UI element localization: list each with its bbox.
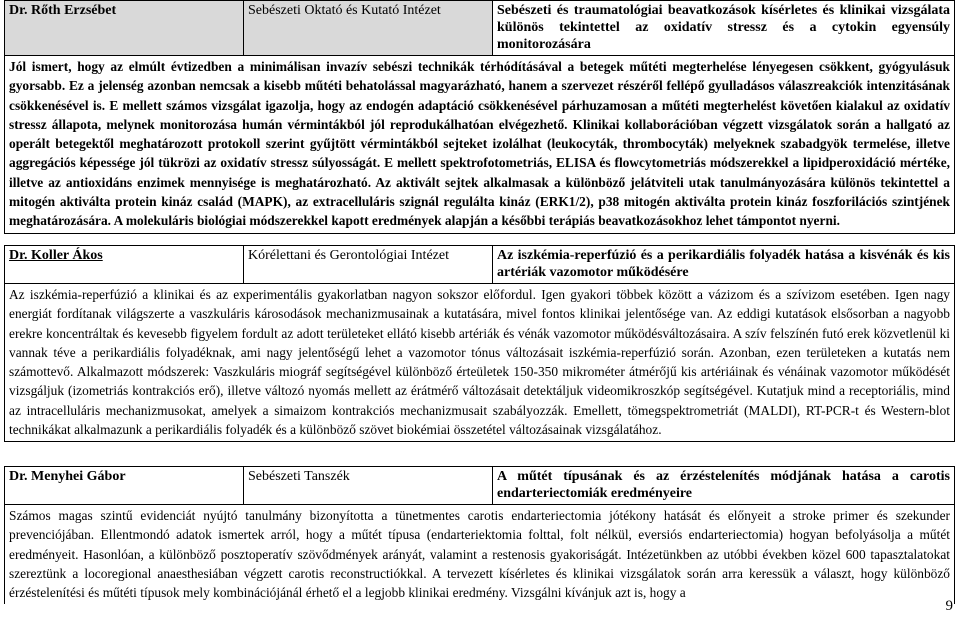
topic-title: A műtét típusának és az érzéstelenítés módjának hatása a carotis endarteriectomiák eredményeire <box>493 467 955 505</box>
page-number: 9 <box>945 598 953 614</box>
institute-name: Kórélettani és Gerontológiai Intézet <box>244 246 493 284</box>
topic-abstract: Jól ismert, hogy az elmúlt évtizedben a minimálisan invazív sebészi technikák térhódításával a betegek műtéti megterhelése lényegesen csökkent, gyógyulásuk gyorsabb. Ez a jelenség azonban nemcsak a kisebb műtéti behatolással magyarázható, hanem a szervezet részéről fellépő gyulladásos válaszreakciók intenzitásának csökkenésével is. E mellett számos vizsgálat igazolja, hogy az endogén adaptáció csökkenésével párhuzamosan a műtéti megterhelést követően kialakul az oxidatív stressz állapota, melynek monitorozása humán vérmintákból jól reprodukálhatóan elvégezhető. Klinikai kollaborációban végzett vizsgálatok során a hallgató az operált betegektől meghatározott protokoll szerint gyűjtött vérmintákból sejteket izolálhat (leukocyták, thrombocyták) melyeknek szabadgyök termelése, illetve aggregációs képessége jól tükrözi az oxidatív stressz súlyosságát. E mellett spektrofotometriás, ELISA és flowcytometriás módszerekkel a lipidperoxidáció mértéke, illetve az antioxidáns enzimek mennyisége is meghatározható. Az aktivált sejtek alkalmasak a különböző jelátviteli utak tanulmányozására különös tekintettel a mitogén aktiválta protein kináz család (MAPK), az extracelluláris szignál regulálta kináz (ERK1/2), p38 mitogén aktiválta protein kináz foszforilációs szintjének meghatározására. A molekuláris biológiai módszerekkel kapott eredmények alapján a későbbi terápiás beavatkozásokhoz lehet támpontot nyerni. <box>5 56 955 234</box>
supervisor-name <box>5 246 244 284</box>
research-entry-koller <box>4 245 955 442</box>
topic-title: Az iszkémia-reperfúzió és a perikardiális folyadék hatása a kisvénák és kis artériák vazomotor működésére <box>493 246 955 284</box>
institute-name: Sebészeti Oktató és Kutató Intézet <box>244 1 493 56</box>
topic-title: Sebészeti és traumatológiai beavatkozások kísérletes és klinikai vizsgálata különös tekintettel az oxidatív stressz és a cytokin egyensúly monitorozására <box>493 1 955 56</box>
research-entry-menyhei <box>4 466 955 604</box>
supervisor-name: Dr. Rőth Erzsébet <box>5 1 244 56</box>
topic-abstract: Az iszkémia-reperfúzió a klinikai és az experimentális gyakorlatban nagyon sokszor előfordul. Igen gyakori többek között a vázizom és a szívizom esetében. Igen nagy energiát fordítanak világszerte a vaszkuláris károsodások mechanizmusainak a kutatására, mivel fontos klinikai jelentősége van. Az eddigi kutatások elsősorban a nagyobb erekre koncentráltak és kevesebb figyelem fordult az adott területeket ellátó kisebb artériák és vénák vazomotor működésváltozásaira. A szív felszínén futó erek közvetlenül ki vannak téve a perikardiális folyadéknak, ami nagy jelentőségű lehet a vazomotor tónus változásait iszkémia-reperfúzió során. Azonban, ezen területeken a kutatás nem számottevő. Alkalmazott módszerek: Vaszkuláris miográf segítségével különböző érteületek 150-350 mikrométer átmérőjű kis artériáinak és vénáinak vazomotor működését vizsgáljuk (izometriás kontrakciós erő), illetve változó nyomás mellett az érátmérő változásait detektáljuk videomikroszkóp segítségével. Kutatjuk mind a receptoriális, mind az intracelluláris mechanizmusokat, amelyek a simaizom kontrakciós mechanizmusait szabályozzák. Emellett, tömegspektrometriát (MALDI), RT-PCR-t és Western-blot technikákat alkalmazunk a perikardiális folyadék és a különböző szövet biokémiai összetétel változásainak vizsgálatához. <box>5 284 955 442</box>
topic-abstract: Számos magas szintű evidenciát nyújtó tanulmány bizonyította a tünetmentes carotis endarteriectomia jótékony hatását és előnyeit a stroke primer és szekunder prevenciójában. Ellentmondó adatok ismertek arról, hogy a műtét típusa (endarteriektomia folttal, folt nélkül, eversiós endarteriectomia) hogyan befolyásolja a műtét eredményeit. Hasonlóan, a különböző posztoperatív szövődmények arányát, valamint a restenosis gyakoriságát. Intézetünkben az utóbbi években közel 600 tapasztalatokat szereztünk a locoregional anaesthesiában végzett carotis reconstructiókkal. A tervezett kísérletes és klinikai vizsgálatok során arra keressük a választ, hogy különböző érzéstelenítési és műtéti típusok mely kombinációjánál érhető el a legjobb klinikai eredmény. Vizsgálni kívánjuk azt is, hogy a <box>5 505 955 605</box>
supervisor-name-text: Dr. Koller Ákos <box>9 248 103 263</box>
research-entry-roth <box>4 0 955 234</box>
institute-name: Sebészeti Tanszék <box>244 467 493 505</box>
supervisor-name: Dr. Menyhei Gábor <box>5 467 244 505</box>
